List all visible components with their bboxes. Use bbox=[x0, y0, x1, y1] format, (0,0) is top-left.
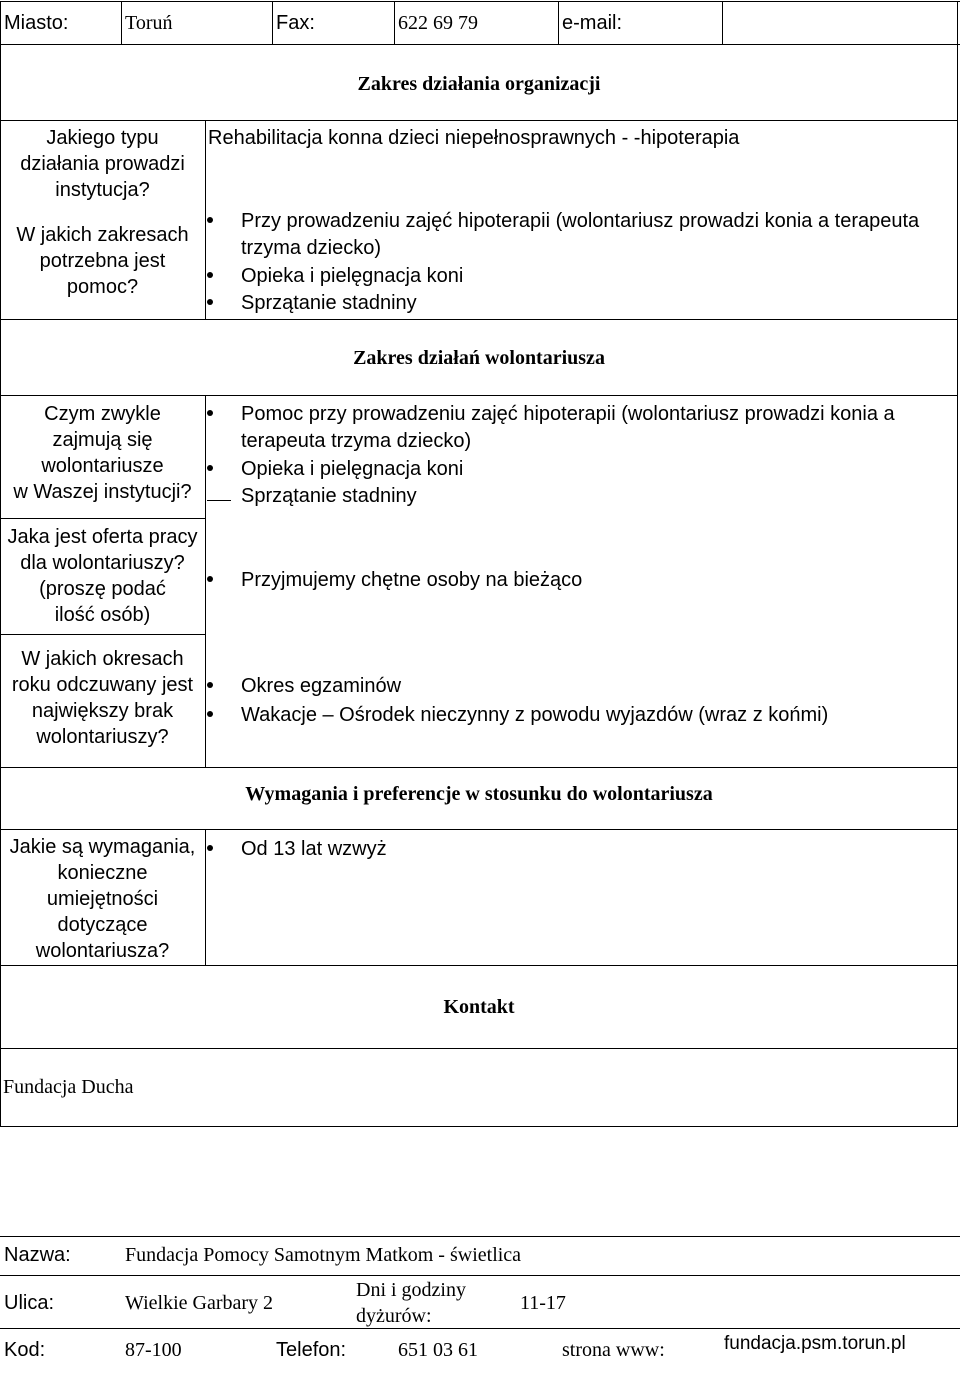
list-item-continuation: terapeuta trzyma dziecko) bbox=[241, 430, 472, 452]
bullet-icon bbox=[207, 410, 213, 416]
list-item-continuation: trzyma dziecko) bbox=[241, 237, 382, 259]
dni-label-line1: Dni i godziny bbox=[356, 1279, 466, 1301]
vol-section-header: Zakres działań wolontariusza bbox=[353, 347, 605, 369]
bullet-icon bbox=[207, 217, 213, 223]
contact-header: Kontakt bbox=[443, 996, 515, 1018]
list-item: Opieka i pielęgnacja koni bbox=[241, 458, 464, 480]
contact-value: Fundacja Ducha bbox=[3, 1076, 134, 1098]
q-periods-label: W jakich okresach roku odczuwany jest największy brak wolontariuszy? bbox=[11, 648, 194, 748]
www-value[interactable]: fundacja.psm.torun.pl bbox=[724, 1333, 906, 1354]
bullet-icon bbox=[207, 682, 213, 688]
fax-label: Fax: bbox=[276, 12, 315, 34]
kod-value: 87-100 bbox=[125, 1339, 182, 1361]
list-item: Wakacje – Ośrodek nieczynny z powodu wyjazdów (wraz z końmi) bbox=[241, 704, 829, 726]
q-tasks-label: Czym zwykle zajmują się wolontariusze w Waszej instytucji? bbox=[13, 403, 192, 503]
telefon-label: Telefon: bbox=[276, 1339, 347, 1361]
email-label: e-mail: bbox=[562, 12, 623, 34]
list-item: Przy prowadzeniu zajęć hipoterapii (wolontariusz prowadzi konia a terapeuta bbox=[241, 210, 920, 232]
telefon-value: 651 03 61 bbox=[398, 1339, 478, 1361]
bullet-icon bbox=[207, 299, 213, 305]
req-section-header: Wymagania i preferencje w stosunku do wolontariusza bbox=[245, 783, 713, 805]
dni-label-line2: dyżurów: bbox=[356, 1305, 432, 1327]
kod-label: Kod: bbox=[4, 1339, 46, 1361]
org-section-header: Zakres działania organizacji bbox=[357, 73, 601, 95]
fax-value: 622 69 79 bbox=[398, 12, 478, 34]
dni-value: 11-17 bbox=[520, 1292, 566, 1314]
q-offer-label: Jaka jest oferta pracy dla wolontariuszy? (proszę podać ilość osób) bbox=[7, 526, 198, 626]
bullet-icon bbox=[207, 845, 213, 851]
ulica-label: Ulica: bbox=[4, 1292, 55, 1314]
dash-mark bbox=[207, 500, 231, 501]
bullet-icon bbox=[207, 711, 213, 717]
bullet-icon bbox=[207, 576, 213, 582]
bullet-icon bbox=[207, 272, 213, 278]
ulica-value: Wielkie Garbary 2 bbox=[125, 1292, 274, 1314]
list-item: Opieka i pielęgnacja koni bbox=[241, 265, 464, 287]
list-item: Sprzątanie stadniny bbox=[241, 485, 417, 507]
q-type-label: Jakiego typu działania prowadzi instytucja? bbox=[20, 127, 185, 201]
req-text: Od 13 lat wzwyż bbox=[241, 838, 387, 860]
bullet-icon bbox=[207, 465, 213, 471]
q-help-label: W jakich zakresach potrzebna jest pomoc? bbox=[16, 224, 189, 298]
q-req-label: Jakie są wymagania, konieczne umiejętności dotyczące wolontariusza? bbox=[9, 836, 196, 962]
www-label: strona www: bbox=[562, 1339, 665, 1361]
list-item: Sprzątanie stadniny bbox=[241, 292, 417, 314]
list-item: Pomoc przy prowadzeniu zajęć hipoterapii (wolontariusz prowadzi konia a bbox=[241, 403, 895, 425]
nazwa-value: Fundacja Pomocy Samotnym Matkom - świetlica bbox=[125, 1244, 522, 1266]
miasto-label: Miasto: bbox=[4, 12, 69, 34]
miasto-value: Toruń bbox=[125, 12, 173, 34]
list-item: Okres egzaminów bbox=[241, 675, 402, 697]
nazwa-label: Nazwa: bbox=[4, 1244, 71, 1266]
offer-text: Przyjmujemy chętne osoby na bieżąco bbox=[241, 569, 583, 591]
org-activity-text: Rehabilitacja konna dzieci niepełnosprawnych - -hipoterapia bbox=[208, 127, 740, 149]
